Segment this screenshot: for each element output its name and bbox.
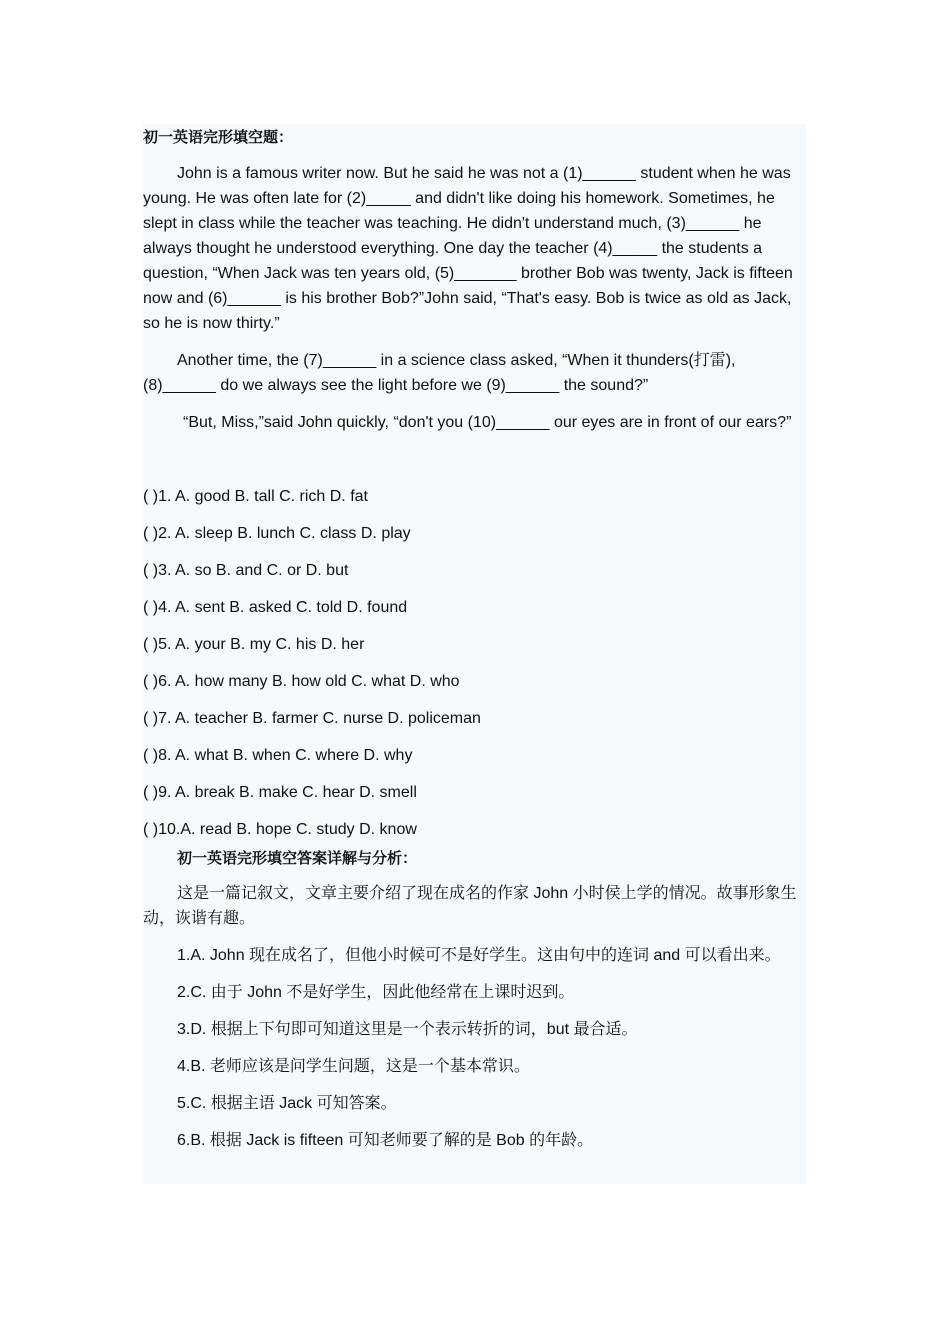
exercise-title: 初一英语完形填空题： xyxy=(143,128,294,146)
answer-section-title: 初一英语完形填空答案详解与分析： xyxy=(177,849,418,867)
option-line-10: ( )10.A. read B. hope C. study D. know xyxy=(143,821,417,838)
answer-item-1: 1.A. John 现在成名了，但他小时候可不是好学生。这由句中的连词 and 可以看出来。 xyxy=(177,947,781,964)
answer-item-4: 4.B. 老师应该是问学生问题，这是一个基本常识。 xyxy=(177,1058,530,1075)
options-list xyxy=(143,484,806,842)
passage-paragraph-2: Another time, the (7)______ in a science class asked, “When it thunders(打雷), (8)______ do we always see the light before we (9)______ the sound?” xyxy=(143,352,736,394)
answer-item-3: 3.D. 根据上下句即可知道这里是一个表示转折的词，but 最合适。 xyxy=(177,1021,638,1038)
option-line-1: ( )1. A. good B. tall C. rich D. fat xyxy=(143,488,368,505)
option-line-4: ( )4. A. sent B. asked C. told D. found xyxy=(143,599,408,616)
option-line-8: ( )8. A. what B. when C. where D. why xyxy=(143,747,413,764)
option-line-6: ( )6. A. how many B. how old C. what D. who xyxy=(143,673,460,690)
document-content xyxy=(143,124,806,1184)
option-line-3: ( )3. A. so B. and C. or D. but xyxy=(143,562,349,579)
option-line-9: ( )9. A. break B. make C. hear D. smell xyxy=(143,784,417,801)
passage-paragraph-1: John is a famous writer now. But he said he was not a (1)______ student when he was young. He was often late for (2)_____ and didn't like doing his homework. Sometimes, he slept in class while the teacher was teaching. He didn't understand much, (3)______ he always thought he understood everything. One day the teacher (4)_____ the students a question, “When Jack was ten years old, (5)_______ brother Bob was twenty, Jack is fifteen now and (6)______ is his brother Bob?”John said, “That's easy. Bob is twice as old as Jack, so he is now thirty.” xyxy=(143,165,793,332)
option-line-5: ( )5. A. your B. my C. his D. her xyxy=(143,636,365,653)
passage-paragraph-3: “But, Miss,”said John quickly, “don't you (10)______ our eyes are in front of our ears?” xyxy=(183,414,792,431)
option-line-2: ( )2. A. sleep B. lunch C. class D. play xyxy=(143,525,411,542)
answer-item-5: 5.C. 根据主语 Jack 可知答案。 xyxy=(177,1095,397,1112)
answer-item-6: 6.B. 根据 Jack is fifteen 可知老师要了解的是 Bob 的年龄。 xyxy=(177,1132,594,1149)
option-line-7: ( )7. A. teacher B. farmer C. nurse D. policeman xyxy=(143,710,481,727)
answer-intro: 这是一篇记叙文，文章主要介绍了现在成名的作家 John 小时侯上学的情况。故事形象生动，诙谐有趣。 xyxy=(143,885,797,927)
answer-item-2: 2.C. 由于 John 不是好学生，因此他经常在上课时迟到。 xyxy=(177,984,575,1001)
